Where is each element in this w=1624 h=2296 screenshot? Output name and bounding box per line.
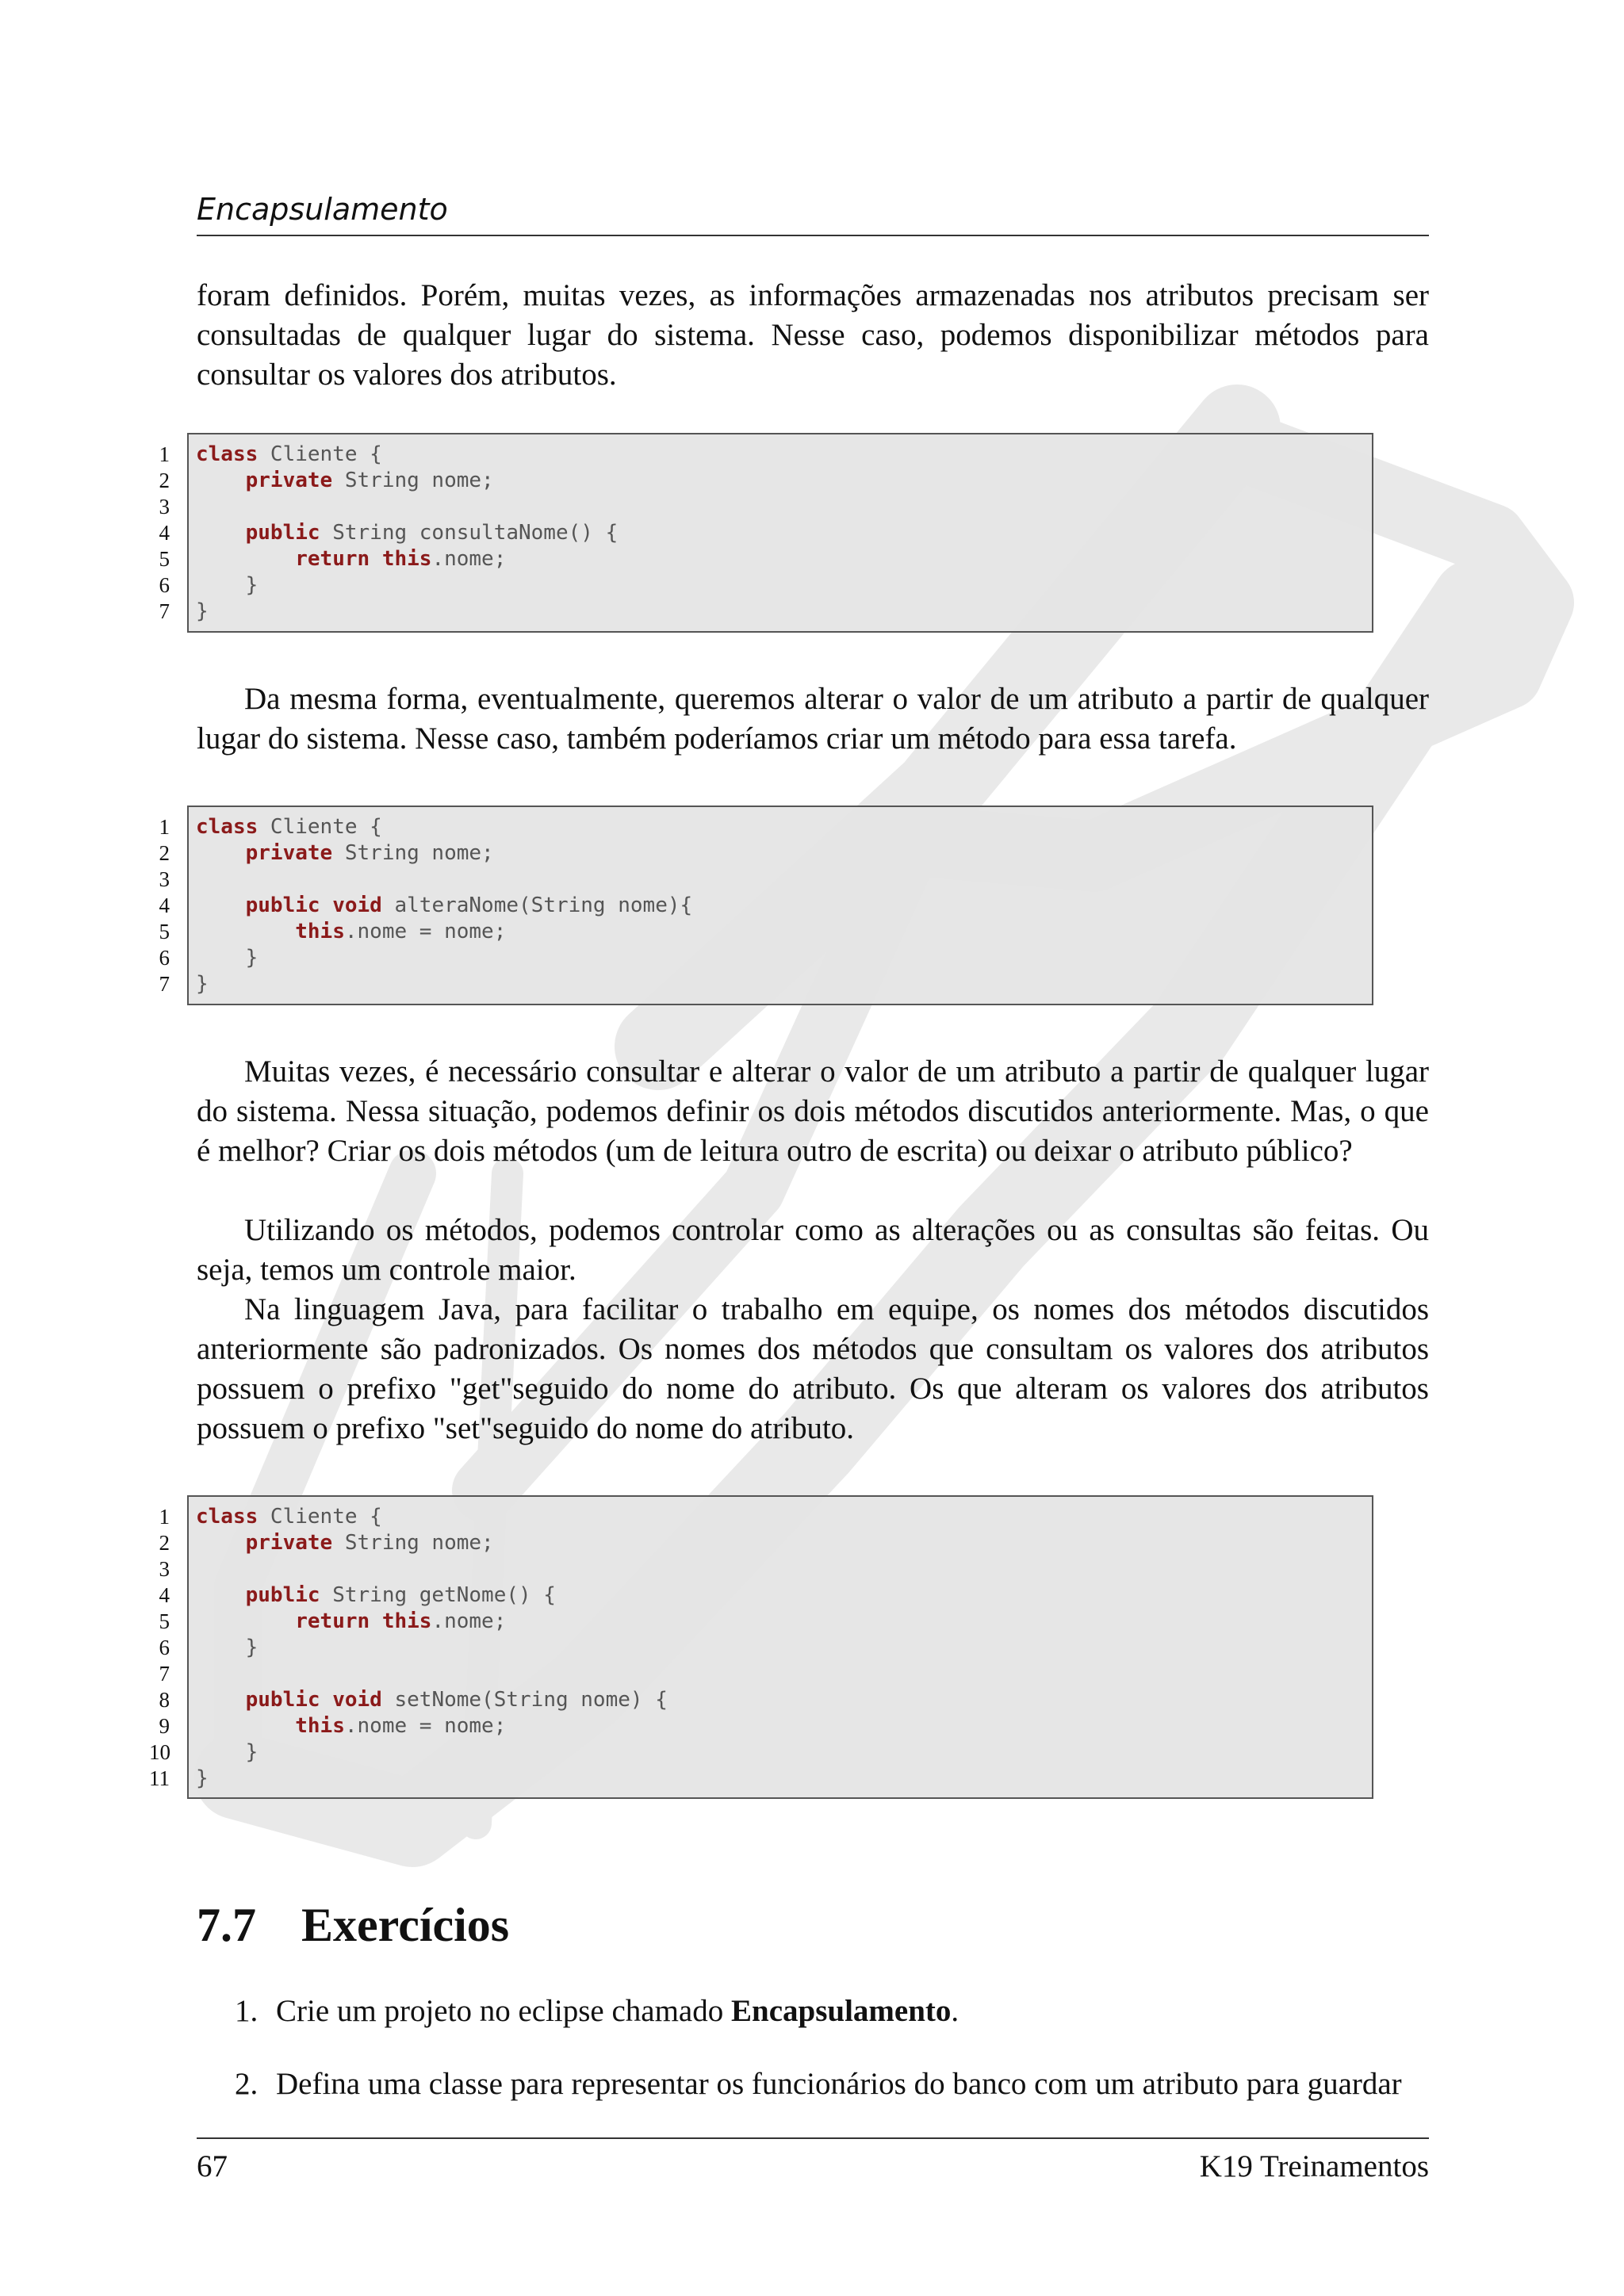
paragraph-text: Utilizando os métodos, podemos controlar como as alterações ou as consultas são feitas. Ou seja, temos um controle maior. <box>197 1213 1429 1287</box>
page-number: 67 <box>197 2149 228 2183</box>
line-number: 10 <box>149 1740 170 1764</box>
line-number: 2 <box>159 1531 170 1555</box>
code-line <box>149 1530 1378 1556</box>
line-number: 2 <box>159 841 170 865</box>
code-text: return this.nome; <box>295 1609 507 1633</box>
code-text: public void setNome(String nome) { <box>245 1688 668 1712</box>
line-number: 5 <box>159 1609 170 1633</box>
code-text: private String nome; <box>245 1531 494 1555</box>
exercise-project-name: Encapsulamento <box>731 1994 952 2028</box>
code-text: } <box>196 1766 209 1790</box>
line-number: 7 <box>159 1662 170 1686</box>
code-text: public String consultaNome() { <box>245 521 619 545</box>
code-text: this.nome = nome; <box>295 1714 507 1738</box>
code-text: class Cliente { <box>196 815 382 839</box>
section-heading <box>197 1898 509 1953</box>
line-number: 1 <box>159 1505 170 1529</box>
code-block <box>149 1495 1378 1799</box>
line-number: 4 <box>159 1583 170 1607</box>
code-text: public String getNome() { <box>245 1583 556 1607</box>
line-number: 1 <box>159 815 170 839</box>
line-number: 5 <box>159 920 170 943</box>
header-rule <box>197 235 1429 236</box>
code-line <box>149 1661 1378 1687</box>
code-line <box>149 867 1378 893</box>
line-number: 7 <box>159 972 170 996</box>
code-text: } <box>196 972 209 996</box>
code-line <box>149 572 1378 599</box>
exercise-number: 1. <box>235 1994 259 2028</box>
code-line <box>149 546 1378 572</box>
line-number: 3 <box>159 1557 170 1581</box>
line-number: 4 <box>159 521 170 545</box>
code-line <box>149 442 1378 468</box>
code-line <box>149 599 1378 625</box>
code-line <box>149 1687 1378 1713</box>
paragraph-text: Na linguagem Java, para facilitar o trabalho em equipe, os nomes dos métodos discutidos anteriormente são padronizados. Os nomes dos métodos que consultam os valores dos atributos possuem o prefixo "get"seguido do nome do atributo. Os que alteram os valores dos atributos possuem o prefixo "set"seguido do nome do atributo. <box>197 1292 1429 1445</box>
exercise-item <box>235 1992 1440 2031</box>
code-line <box>149 840 1378 867</box>
code-line <box>149 520 1378 546</box>
code-block <box>149 806 1378 1005</box>
code-line <box>149 1766 1378 1792</box>
code-text: class Cliente { <box>196 1505 382 1529</box>
line-number: 5 <box>159 547 170 571</box>
code-line <box>149 494 1378 520</box>
code-line <box>149 1635 1378 1661</box>
code-line <box>149 971 1378 997</box>
line-number: 1 <box>159 442 170 466</box>
running-header-title: Encapsulamento <box>197 192 448 227</box>
exercise-number: 2. <box>235 2067 259 2101</box>
line-number: 3 <box>159 867 170 891</box>
paragraph-text: Muitas vezes, é necessário consultar e alterar o valor de um atributo a partir de qualquer lugar do sistema. Nessa situação, podemos definir os dois métodos discutidos anteriormente. Mas, o que é melhor? Criar os dois métodos (um de leitura outro de escrita) ou deixar o atributo público? <box>197 1054 1429 1168</box>
line-number: 6 <box>159 946 170 970</box>
code-text: } <box>196 573 259 597</box>
code-line <box>149 919 1378 945</box>
code-line <box>149 468 1378 494</box>
paragraph <box>197 1290 1429 1448</box>
code-text: } <box>196 946 259 970</box>
line-number: 3 <box>159 495 170 519</box>
line-number: 7 <box>159 599 170 623</box>
code-line <box>149 1739 1378 1766</box>
paragraph-text: Da mesma forma, eventualmente, queremos alterar o valor de um atributo a partir de qualquer lugar do sistema. Nesse caso, também poderíamos criar um método para essa tarefa. <box>197 682 1429 756</box>
line-number: 9 <box>159 1714 170 1738</box>
paragraph <box>197 1211 1429 1290</box>
footer-rule <box>197 2137 1429 2139</box>
paragraph <box>197 1052 1429 1171</box>
line-number: 11 <box>149 1766 170 1790</box>
code-text: } <box>196 599 209 623</box>
section-number: 7.7 <box>197 1899 256 1951</box>
code-line <box>149 1556 1378 1582</box>
code-line <box>149 1504 1378 1530</box>
exercise-text: Crie um projeto no eclipse chamado <box>276 1994 731 2028</box>
code-line <box>149 1713 1378 1739</box>
code-text: private String nome; <box>245 469 494 492</box>
code-text: private String nome; <box>245 841 494 865</box>
line-number: 2 <box>159 469 170 492</box>
line-number: 6 <box>159 573 170 597</box>
code-text: } <box>196 1636 259 1659</box>
exercise-item <box>235 2064 1440 2104</box>
code-text: return this.nome; <box>295 547 507 571</box>
exercise-text-end: . <box>951 1994 959 2028</box>
code-line <box>149 814 1378 840</box>
line-number: 8 <box>159 1688 170 1712</box>
line-number: 4 <box>159 894 170 917</box>
code-text: class Cliente { <box>196 442 382 466</box>
paragraph: foram definidos. Porém, muitas vezes, as informações armazenadas nos atributos precisam ser consultadas de qualquer lugar do sistema. Nesse caso, podemos disponibilizar métodos para consultar os valores dos atributos. <box>197 278 1429 392</box>
paragraph <box>197 679 1429 759</box>
code-line <box>149 1609 1378 1635</box>
code-line <box>149 893 1378 919</box>
section-title: Exercícios <box>301 1899 510 1951</box>
code-text: this.nome = nome; <box>295 920 507 943</box>
code-text: } <box>196 1740 259 1764</box>
code-block <box>149 433 1378 633</box>
code-line <box>149 1582 1378 1609</box>
footer-publisher: K19 Treinamentos <box>1199 2149 1429 2183</box>
exercise-text: Defina uma classe para representar os funcionários do banco com um atributo para guardar <box>276 2067 1402 2101</box>
line-number: 6 <box>159 1636 170 1659</box>
code-line <box>149 945 1378 971</box>
code-text: public void alteraNome(String nome){ <box>245 894 693 917</box>
